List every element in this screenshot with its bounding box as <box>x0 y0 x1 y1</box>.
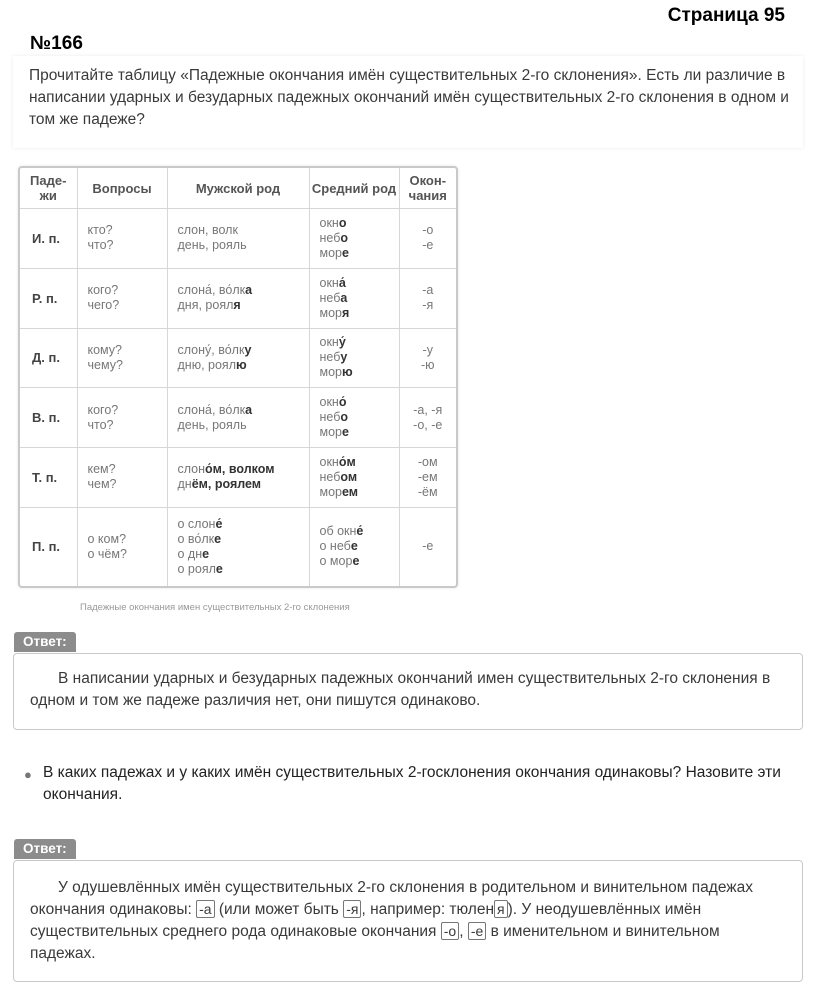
word-stem: окн <box>319 454 339 469</box>
word-form <box>178 298 309 313</box>
word-stem: о слон <box>177 516 216 531</box>
questions-cell <box>77 388 167 448</box>
word-stem: окн <box>319 275 339 290</box>
masculine-cell <box>167 328 309 388</box>
endings-cell <box>399 388 456 448</box>
ending-value: -ом <box>417 454 438 469</box>
endings-cell <box>399 448 456 508</box>
word-ending: у́ <box>338 335 346 350</box>
question-word: чего? <box>87 298 120 313</box>
question-word: кто? <box>87 223 113 238</box>
word-stem: неб <box>319 290 341 305</box>
word-ending: е <box>352 554 360 569</box>
table-header-row <box>20 168 456 209</box>
question-word: что? <box>87 238 114 253</box>
word-form <box>320 470 399 485</box>
word-form <box>178 343 309 358</box>
case-cell: И. п. <box>20 209 77 269</box>
word-stem: слона́, во́лк <box>177 283 246 298</box>
word-stem: о роял <box>177 561 216 576</box>
question-word: кому? <box>87 342 122 357</box>
answer-text-part: в именительном и винительном падежах. <box>30 923 720 962</box>
questions-cell <box>77 507 167 586</box>
word-ending: е <box>342 245 349 260</box>
word-form <box>178 562 309 577</box>
ending-value: -ём <box>417 484 438 499</box>
masculine-cell <box>167 448 309 508</box>
question <box>24 762 784 806</box>
word-stem: слона́, во́лк <box>177 402 246 417</box>
bullet-icon: ● <box>24 767 32 782</box>
word-form <box>320 524 399 539</box>
word-ending: о́ <box>338 395 347 410</box>
ending-highlight: я <box>494 900 508 918</box>
answer-label: Ответ: <box>14 632 76 652</box>
word-form <box>320 539 399 554</box>
word-stem: день, рояль <box>177 238 247 253</box>
ending-value: -а <box>422 283 434 298</box>
header-questions: Вопросы <box>77 168 167 209</box>
word-form <box>178 547 309 562</box>
ending-value: -ем <box>417 469 438 484</box>
word-form <box>178 283 309 298</box>
header-masculine: Мужской род <box>167 168 309 209</box>
word-stem: неб <box>319 410 341 425</box>
questions-cell <box>77 448 167 508</box>
word-stem: окн <box>319 395 339 410</box>
word-stem: мор <box>319 425 342 440</box>
masculine-cell <box>167 209 309 269</box>
masculine-cell <box>167 507 309 586</box>
word-stem: мор <box>319 365 342 380</box>
word-ending: а <box>340 290 348 305</box>
ending-value: -е <box>422 238 434 253</box>
word-stem: о мор <box>319 554 353 569</box>
word-ending: е <box>342 425 349 440</box>
question-word: о чём? <box>87 546 127 561</box>
word-stem: о дн <box>177 546 203 561</box>
word-form <box>178 462 309 477</box>
word-form <box>320 350 399 365</box>
neuter-cell <box>309 507 399 586</box>
word-ending: о́м, волком <box>205 462 275 477</box>
table-caption: Падежные окончания имен существительных 2-го склонения <box>80 602 350 613</box>
word-form <box>178 418 309 433</box>
word-ending: е <box>202 546 210 561</box>
ending-value: -я <box>422 298 434 313</box>
word-stem: неб <box>319 230 341 245</box>
word-form <box>320 335 399 350</box>
word-ending: е <box>350 539 358 554</box>
neuter-cell <box>309 448 399 508</box>
word-stem: мор <box>319 245 342 260</box>
table-body <box>20 209 456 587</box>
endings-cell <box>399 507 456 586</box>
answer-text-part: ). У неодушевлённых имён существительных среднего рода одинаковые окончания <box>30 901 702 940</box>
word-stem: день, рояль <box>177 417 247 432</box>
question-word: о ком? <box>87 531 127 546</box>
word-ending: о́м <box>338 454 356 469</box>
endings-cell <box>399 209 456 269</box>
questions-cell <box>77 268 167 328</box>
word-ending: о <box>340 230 349 245</box>
case-cell: Р. п. <box>20 268 77 328</box>
task-text: Прочитайте таблицу «Падежные окончания имён существительных 2-го склонения». Есть ли различие в написании ударных и безударных падежных окончаний имён существительных 2-го склонения в одном и том же падеже? <box>13 56 803 148</box>
neuter-cell <box>309 209 399 269</box>
ending-highlight: -е <box>468 922 486 940</box>
table-row <box>20 388 456 448</box>
question-word: кого? <box>87 402 119 417</box>
word-ending: ю <box>235 357 247 372</box>
questions-cell <box>77 328 167 388</box>
page-number: Страница 95 <box>667 5 785 26</box>
ending-highlight: -а <box>196 900 214 918</box>
word-form <box>320 455 399 470</box>
case-cell: П. п. <box>20 507 77 586</box>
ending-value: -е <box>422 539 434 554</box>
word-form <box>320 554 399 569</box>
question-word: чем? <box>87 477 117 492</box>
question-text: В каких падежах и у каких имён существительных 2-госклонения окончания одинаковы? Назовите эти окончания. <box>43 764 781 803</box>
word-ending: о <box>340 410 349 425</box>
word-form <box>178 517 309 532</box>
word-form <box>178 238 309 253</box>
word-ending: е <box>215 561 223 576</box>
word-ending: о <box>338 215 347 230</box>
word-stem: дн <box>177 477 192 492</box>
table-row <box>20 209 456 269</box>
table-row <box>20 268 456 328</box>
word-form <box>320 306 399 321</box>
word-stem: неб <box>319 469 341 484</box>
word-stem: дню, роял <box>177 357 236 372</box>
word-form <box>320 365 399 380</box>
case-cell: В. п. <box>20 388 77 448</box>
table-row <box>20 448 456 508</box>
header-endings: Окон-чания <box>399 168 456 209</box>
word-stem: дня, роял <box>177 298 234 313</box>
header-cases: Паде-жи <box>20 168 77 209</box>
ending-value: -о, -е <box>413 417 443 432</box>
answer-text-part: (или может быть <box>218 901 339 918</box>
task-number: №166 <box>30 33 83 54</box>
question-word: кого? <box>87 283 119 298</box>
ending-value: -а, -я <box>413 402 443 417</box>
question-word: кем? <box>87 462 116 477</box>
word-form <box>178 477 309 492</box>
word-ending: я <box>342 305 350 320</box>
answer-text: В написании ударных и безударных падежных окончаний имен существительных 2-го склонения в одном и том же падеже различия нет, они пишутся одинаково. <box>30 670 771 709</box>
word-form <box>320 291 399 306</box>
table-row <box>20 328 456 388</box>
answer-box <box>13 653 803 730</box>
word-ending: ём, роялем <box>191 477 262 492</box>
answer-box-2 <box>13 860 803 982</box>
answer-text-part: У одушевлённых имён существительных 2-го склонения в родительном и винительном падежах окончания одинаковы: <box>30 879 754 918</box>
table-row <box>20 507 456 586</box>
word-form <box>320 410 399 425</box>
masculine-cell <box>167 268 309 328</box>
endings-cell <box>399 268 456 328</box>
word-form <box>178 223 309 238</box>
word-form <box>320 425 399 440</box>
word-stem: о во́лк <box>177 531 215 546</box>
word-stem: слон, волк <box>177 223 238 238</box>
word-ending: ю <box>342 365 353 380</box>
answer-text-part: , <box>459 923 464 940</box>
word-stem: об окн <box>319 524 357 539</box>
word-stem: мор <box>319 305 342 320</box>
word-ending: а <box>245 402 253 417</box>
word-stem: слону́, во́лк <box>177 342 245 357</box>
question-word: чему? <box>87 357 123 372</box>
ending-highlight: -о <box>441 922 459 940</box>
word-ending: у <box>244 342 252 357</box>
word-form <box>320 276 399 291</box>
word-stem: окн <box>319 335 339 350</box>
answer-label-2: Ответ: <box>14 839 76 859</box>
neuter-cell <box>309 328 399 388</box>
neuter-cell <box>309 388 399 448</box>
ending-value: -у <box>422 342 433 357</box>
ending-highlight: -я <box>343 900 361 918</box>
word-ending: у <box>340 350 348 365</box>
answer-text-part: , например: тюлен <box>361 901 495 918</box>
word-stem: неб <box>319 350 341 365</box>
ending-value: -ю <box>420 357 435 372</box>
word-stem: окн <box>319 215 339 230</box>
header-neuter: Средний род <box>309 168 399 209</box>
endings-cell <box>399 328 456 388</box>
case-cell: Д. п. <box>20 328 77 388</box>
word-form <box>320 395 399 410</box>
word-stem: мор <box>319 484 342 499</box>
word-ending: ем <box>342 484 359 499</box>
question-word: что? <box>87 417 114 432</box>
word-form <box>178 403 309 418</box>
word-form <box>320 485 399 500</box>
word-form <box>178 532 309 547</box>
case-cell: Т. п. <box>20 448 77 508</box>
questions-cell <box>77 209 167 269</box>
word-stem: о неб <box>319 539 351 554</box>
word-ending: е́ <box>356 524 364 539</box>
word-ending: а <box>245 283 253 298</box>
word-form <box>178 358 309 373</box>
word-ending: а́ <box>338 275 346 290</box>
word-stem: слон <box>177 462 206 477</box>
word-ending: е́ <box>215 516 223 531</box>
word-ending: е <box>214 531 222 546</box>
ending-value: -о <box>422 223 434 238</box>
word-ending: ом <box>340 469 358 484</box>
word-form <box>320 231 399 246</box>
word-form <box>320 246 399 261</box>
word-form <box>320 216 399 231</box>
masculine-cell <box>167 388 309 448</box>
word-ending: я <box>233 298 241 313</box>
neuter-cell <box>309 268 399 328</box>
endings-table <box>18 166 458 588</box>
